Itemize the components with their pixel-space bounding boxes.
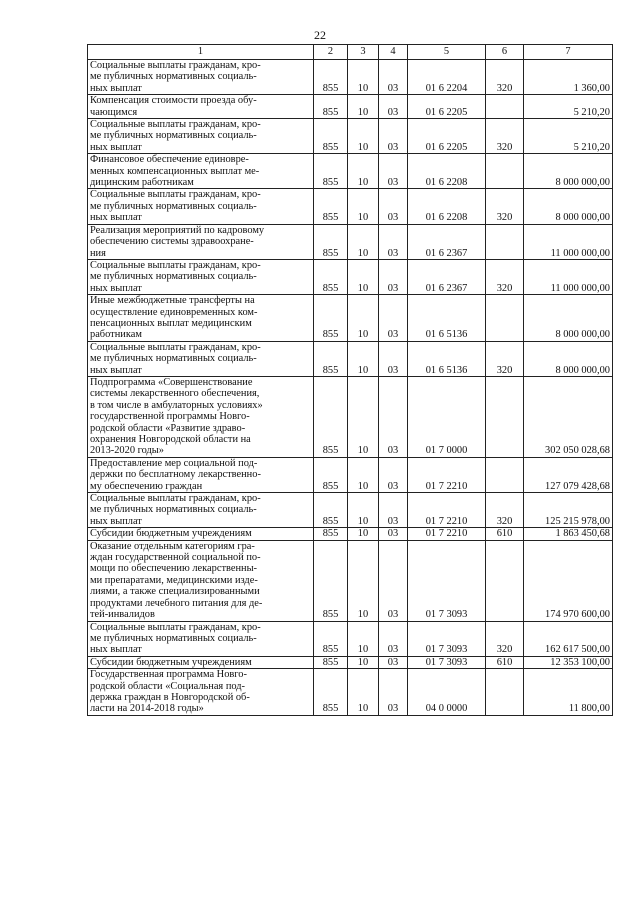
ministry-code-cell: 855	[314, 224, 348, 259]
section-code-cell: 10	[348, 295, 379, 342]
expense-type-cell	[486, 95, 524, 119]
target-article-cell: 01 6 2208	[408, 154, 486, 189]
target-article-cell: 01 6 2205	[408, 119, 486, 154]
target-article-cell: 01 7 2210	[408, 493, 486, 528]
section-code-cell: 10	[348, 656, 379, 668]
ministry-code-cell: 855	[314, 493, 348, 528]
item-name-cell	[88, 341, 314, 376]
table-row	[88, 154, 613, 189]
item-name-text: Социальные выплаты гражданам, кро- ме публичных нормативных социаль- ных выплат	[90, 60, 261, 94]
item-name-text: Иные межбюджетные трансферты на осуществление единовременных ком- пенсационных выплат медицинским работникам	[90, 295, 258, 341]
item-name-text: Предоставление мер социальной под- держки по бесплатному лекарственно- му обеспечению граждан	[90, 457, 261, 492]
ministry-code-cell: 855	[314, 669, 348, 716]
amount-cell: 5 210,20	[524, 119, 613, 154]
ministry-code-cell: 855	[314, 457, 348, 492]
section-code-cell: 10	[348, 189, 379, 224]
target-article-cell: 01 6 2205	[408, 95, 486, 119]
ministry-code-cell: 855	[314, 259, 348, 294]
section-code-cell: 10	[348, 224, 379, 259]
table-row	[88, 295, 613, 342]
section-code-cell: 10	[348, 669, 379, 716]
column-header-1: 1	[88, 45, 314, 60]
expense-type-cell	[486, 154, 524, 189]
amount-cell: 302 050 028,68	[524, 376, 613, 457]
subsection-code-cell: 03	[379, 528, 408, 540]
expense-type-cell: 320	[486, 259, 524, 294]
page-number: 22	[314, 28, 326, 42]
amount-cell: 174 970 600,00	[524, 540, 613, 621]
item-name-text: Компенсация стоимости проезда обу- чающимся	[90, 95, 257, 118]
target-article-cell: 01 7 3093	[408, 621, 486, 656]
target-article-cell: 01 7 3093	[408, 540, 486, 621]
subsection-code-cell: 03	[379, 656, 408, 668]
item-name-cell	[88, 119, 314, 154]
item-name-cell	[88, 528, 314, 540]
section-code-cell: 10	[348, 341, 379, 376]
item-name-cell	[88, 621, 314, 656]
table-row	[88, 259, 613, 294]
amount-cell: 8 000 000,00	[524, 295, 613, 342]
table-row	[88, 224, 613, 259]
column-header-7: 7	[524, 45, 613, 60]
item-name-cell	[88, 457, 314, 492]
subsection-code-cell: 03	[379, 259, 408, 294]
target-article-cell: 01 6 2367	[408, 224, 486, 259]
amount-cell: 12 353 100,00	[524, 656, 613, 668]
expense-type-cell: 320	[486, 621, 524, 656]
section-code-cell: 10	[348, 154, 379, 189]
subsection-code-cell: 03	[379, 341, 408, 376]
subsection-code-cell: 03	[379, 457, 408, 492]
amount-cell: 8 000 000,00	[524, 189, 613, 224]
expense-type-cell	[486, 295, 524, 342]
amount-cell: 8 000 000,00	[524, 154, 613, 189]
section-code-cell: 10	[348, 528, 379, 540]
ministry-code-cell: 855	[314, 621, 348, 656]
amount-cell: 5 210,20	[524, 95, 613, 119]
amount-cell: 11 000 000,00	[524, 259, 613, 294]
subsection-code-cell: 03	[379, 154, 408, 189]
target-article-cell: 01 7 2210	[408, 457, 486, 492]
table-row	[88, 189, 613, 224]
table-row	[88, 656, 613, 668]
ministry-code-cell: 855	[314, 95, 348, 119]
target-article-cell: 04 0 0000	[408, 669, 486, 716]
ministry-code-cell: 855	[314, 60, 348, 95]
ministry-code-cell: 855	[314, 376, 348, 457]
expense-type-cell	[486, 457, 524, 492]
item-name-text: Государственная программа Новго- родской области «Социальная под- держка граждан в Новгородской об- ласти на 2014-2018 годы»	[90, 669, 250, 715]
item-name-cell	[88, 656, 314, 668]
table-header-row	[88, 45, 613, 60]
amount-cell: 127 079 428,68	[524, 457, 613, 492]
subsection-code-cell: 03	[379, 376, 408, 457]
amount-cell: 162 617 500,00	[524, 621, 613, 656]
item-name-text: Финансовое обеспечение единовре- менных компенсационных выплат ме- дицинским работникам	[90, 154, 260, 189]
item-name-cell	[88, 540, 314, 621]
target-article-cell: 01 6 2367	[408, 259, 486, 294]
target-article-cell: 01 6 5136	[408, 295, 486, 342]
item-name-text: Реализация мероприятий по кадровому обеспечению системы здравоохране- ния	[90, 224, 265, 259]
table-row	[88, 119, 613, 154]
column-header-6: 6	[486, 45, 524, 60]
subsection-code-cell: 03	[379, 224, 408, 259]
amount-cell: 11 000 000,00	[524, 224, 613, 259]
expense-type-cell	[486, 669, 524, 716]
expense-type-cell: 320	[486, 341, 524, 376]
table-row	[88, 540, 613, 621]
target-article-cell: 01 6 2208	[408, 189, 486, 224]
expense-type-cell: 320	[486, 119, 524, 154]
column-header-2: 2	[314, 45, 348, 60]
section-code-cell: 10	[348, 621, 379, 656]
table-row	[88, 457, 613, 492]
ministry-code-cell: 855	[314, 154, 348, 189]
target-article-cell: 01 6 2204	[408, 60, 486, 95]
ministry-code-cell: 855	[314, 295, 348, 342]
expense-type-cell: 320	[486, 493, 524, 528]
table-row	[88, 493, 613, 528]
ministry-code-cell: 855	[314, 528, 348, 540]
table-row	[88, 528, 613, 540]
section-code-cell: 10	[348, 60, 379, 95]
amount-cell: 125 215 978,00	[524, 493, 613, 528]
expense-type-cell: 320	[486, 189, 524, 224]
section-code-cell: 10	[348, 259, 379, 294]
section-code-cell: 10	[348, 540, 379, 621]
item-name-text: Социальные выплаты гражданам, кро- ме публичных нормативных социаль- ных выплат	[90, 119, 261, 153]
subsection-code-cell: 03	[379, 60, 408, 95]
item-name-text: Социальные выплаты гражданам, кро- ме публичных нормативных социаль- ных выплат	[90, 621, 261, 656]
item-name-text: Социальные выплаты гражданам, кро- ме публичных нормативных социаль- ных выплат	[90, 493, 261, 527]
target-article-cell: 01 7 2210	[408, 528, 486, 540]
section-code-cell: 10	[348, 493, 379, 528]
column-header-3: 3	[348, 45, 379, 60]
expense-type-cell: 610	[486, 656, 524, 668]
expense-type-cell	[486, 540, 524, 621]
table-row	[88, 341, 613, 376]
table-row	[88, 376, 613, 457]
item-name-text: Субсидии бюджетным учреждениям	[90, 656, 252, 668]
subsection-code-cell: 03	[379, 119, 408, 154]
table-row	[88, 60, 613, 95]
ministry-code-cell: 855	[314, 540, 348, 621]
amount-cell: 8 000 000,00	[524, 341, 613, 376]
section-code-cell: 10	[348, 376, 379, 457]
item-name-cell	[88, 95, 314, 119]
item-name-cell	[88, 259, 314, 294]
amount-cell: 11 800,00	[524, 669, 613, 716]
subsection-code-cell: 03	[379, 95, 408, 119]
item-name-cell	[88, 224, 314, 259]
section-code-cell: 10	[348, 119, 379, 154]
item-name-text: Социальные выплаты гражданам, кро- ме публичных нормативных социаль- ных выплат	[90, 341, 261, 376]
table-row	[88, 621, 613, 656]
subsection-code-cell: 03	[379, 540, 408, 621]
item-name-text: Подпрограмма «Совершенствование системы лекарственного обеспечения, в том числе в амбулаторных условиях» государственной программы Новго- родской области «Развитие здраво- охранения Новгородской области на 2013-2020 годы»	[90, 376, 263, 457]
amount-cell: 1 863 450,68	[524, 528, 613, 540]
table-row	[88, 669, 613, 716]
ministry-code-cell: 855	[314, 119, 348, 154]
item-name-cell	[88, 295, 314, 342]
item-name-text: Социальные выплаты гражданам, кро- ме публичных нормативных социаль- ных выплат	[90, 189, 261, 224]
ministry-code-cell: 855	[314, 189, 348, 224]
amount-cell: 1 360,00	[524, 60, 613, 95]
subsection-code-cell: 03	[379, 493, 408, 528]
expense-type-cell	[486, 376, 524, 457]
expense-type-cell	[486, 224, 524, 259]
table-row	[88, 95, 613, 119]
budget-table	[87, 44, 613, 716]
subsection-code-cell: 03	[379, 295, 408, 342]
item-name-cell	[88, 376, 314, 457]
subsection-code-cell: 03	[379, 621, 408, 656]
expense-type-cell: 320	[486, 60, 524, 95]
item-name-cell	[88, 154, 314, 189]
item-name-text: Субсидии бюджетным учреждениям	[90, 528, 252, 540]
ministry-code-cell: 855	[314, 341, 348, 376]
item-name-cell	[88, 669, 314, 716]
item-name-text: Социальные выплаты гражданам, кро- ме публичных нормативных социаль- ных выплат	[90, 259, 261, 294]
column-header-5: 5	[408, 45, 486, 60]
target-article-cell: 01 7 3093	[408, 656, 486, 668]
item-name-cell	[88, 189, 314, 224]
target-article-cell: 01 6 5136	[408, 341, 486, 376]
column-header-4: 4	[379, 45, 408, 60]
ministry-code-cell: 855	[314, 656, 348, 668]
section-code-cell: 10	[348, 457, 379, 492]
item-name-text: Оказание отдельным категориям гра- ждан государственной социальной по- мощи по обеспечению лекарственны- ми препаратами, медицинскими изде- лиями, а также специализированными продуктами лечебного питания для де- тей-инвалидов	[90, 540, 263, 621]
subsection-code-cell: 03	[379, 669, 408, 716]
subsection-code-cell: 03	[379, 189, 408, 224]
item-name-cell	[88, 60, 314, 95]
target-article-cell: 01 7 0000	[408, 376, 486, 457]
expense-type-cell: 610	[486, 528, 524, 540]
item-name-cell	[88, 493, 314, 528]
section-code-cell: 10	[348, 95, 379, 119]
